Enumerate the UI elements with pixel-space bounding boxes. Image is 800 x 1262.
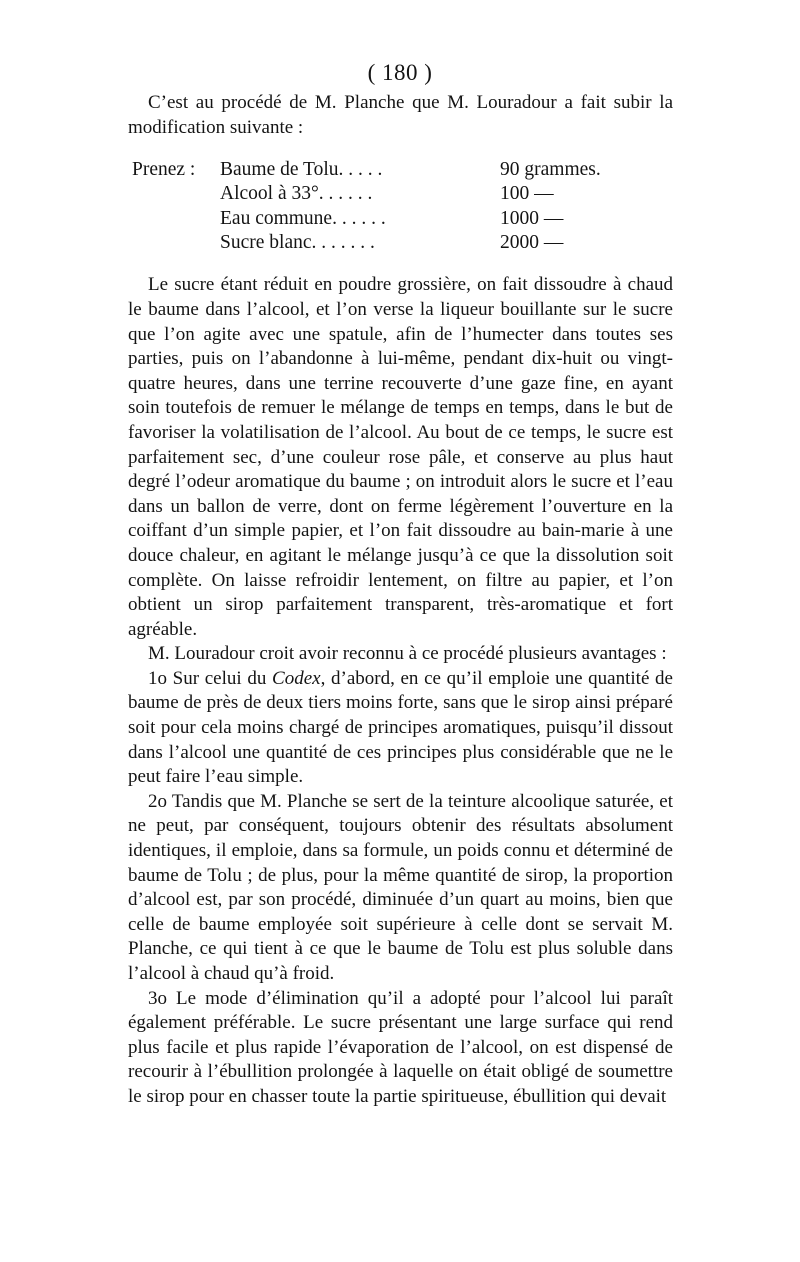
recipe-list [132,158,673,255]
recipe-quantity: 1000 — [500,207,564,229]
advantage-number: 3o [148,987,167,1009]
page-number: ( 180 ) [367,60,433,85]
advantage-3: 3o Le mode d’élimination qu’il a adopté pour l’alcool lui paraît également préférable. Le sucre présentant une large surface qui rend plus facile et plus rapide l’évaporation de l’alcool, on est dispensé de recourir à l’ébullition prolongée à laquelle on était obligé de soumettre le sirop pour en chasser toute la partie spiritueuse, ébullition qui devait [128,987,673,1107]
advantages-intro: M. Louradour croit avoir reconnu à ce procédé plusieurs avantages : [148,643,667,665]
recipe-quantity: 2000 — [500,232,564,254]
recipe-ingredient: Eau commune. . . . . . [220,207,386,229]
recipe-quantity: 90 grammes. [500,159,601,181]
page-body [128,91,673,1110]
advantage-number: 1o [148,667,167,689]
advantage-1: 1o Sur celui du Codex, d’abord, en ce qu’il emploie une quantité de baume de près de deux tiers moins forte, sans que le sirop ainsi préparé soit pour cela moins chargé de principes aromatiques, puisqu’il dissout dans l’alcool une quantité de ces principes plus considérable que ne le peut faire l’eau simple. [128,667,673,788]
advantage-2: 2o Tandis que M. Planche se sert de la teinture alcoolique saturée, et ne peut, par conséquent, toujours obtenir des résultats absolument identiques, il emploie, dans sa formule, un poids connu et déterminé de baume de Tolu ; de plus, pour la même quantité de sirop, la proportion d’alcool est, par son procédé, diminuée d’un quart au moins, bien que celle de baume employée soit supérieure à celle dont se servait M. Planche, ce qui tient à ce que le baume de Tolu est plus soluble dans l’alcool à chaud qu’à froid. [128,790,673,984]
codex-title: Codex [272,667,321,689]
intro-paragraph: C’est au procédé de M. Planche que M. Louradour a fait subir la modification suivante : [128,92,673,138]
method-paragraph: Le sucre étant réduit en poudre grossière, on fait dissoudre à chaud le baume dans l’alcool, et l’on verse la liqueur bouillante sur le sucre que l’on agite avec une spatule, afin de l’humecter dans toutes ses parties, puis on l’abandonne à lui-même, pendant dix-huit ou vingt-quatre heures, dans une terrine recouverte d’une gaze fine, en ayant soin toutefois de remuer le mélange de temps en temps, dans le but de favoriser la volatilisation de l’alcool. Au bout de ce temps, le sucre est parfaitement sec, d’une couleur rose pâle, et conserve au plus haut degré l’odeur aromatique du baume ; on introduit alors le sucre et l’eau dans un ballon de verre, dont on ferme légèrement l’ouverture en la coiffant d’un simple papier, et l’on fait dissoudre au bain-marie à une douce chaleur, en agitant le mélange jusqu’à ce que la dissolution soit complète. On laisse refroidir lentement, on filtre au papier, et l’on obtient un sirop parfaitement transparent, très-aromatique et fort agréable. [128,274,673,640]
recipe-lead: Prenez : [132,159,196,181]
recipe-ingredient: Baume de Tolu. . . . . [220,159,383,181]
recipe-quantity: 100 — [500,183,554,205]
recipe-ingredient: Sucre blanc. . . . . . . [220,232,375,254]
advantage-number: 2o [148,790,167,812]
recipe-ingredient: Alcool à 33°. . . . . . [220,183,373,205]
